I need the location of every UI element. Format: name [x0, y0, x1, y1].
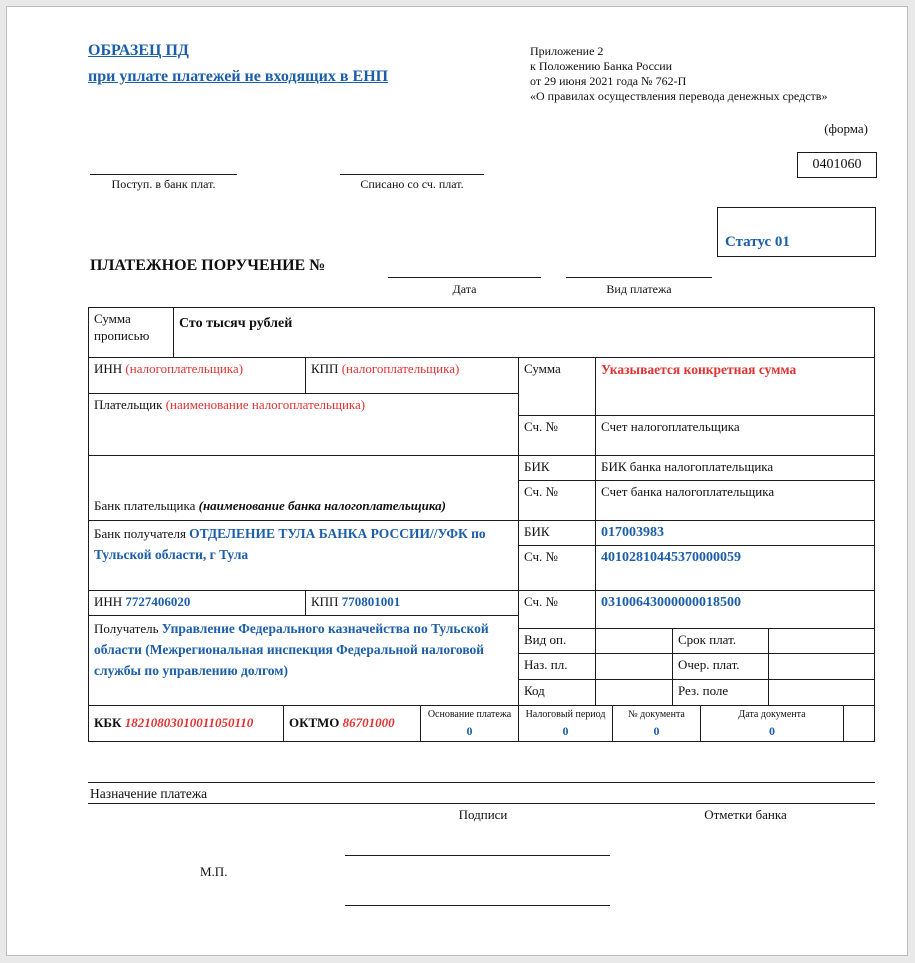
- oktmo-value: 86701000: [342, 715, 395, 730]
- srok-plat-label-cell: [672, 628, 768, 653]
- payer-bank-cell: [88, 455, 518, 520]
- recipient-name-cell: [88, 615, 518, 705]
- debited-line: [340, 174, 484, 175]
- ocher-plat-label: Очер. плат.: [678, 657, 740, 672]
- account-label: Сч. №: [524, 419, 558, 434]
- bik-label: БИК: [524, 459, 550, 474]
- kbk-cell: [88, 705, 283, 742]
- doc-date-label: Дата документа: [738, 709, 806, 720]
- regulation-reference: [530, 44, 880, 104]
- payer-bank-hint: (наименование банка налогоплательщика): [198, 498, 446, 514]
- kod-label: Код: [524, 683, 545, 698]
- recipient-kpp-label: КПП: [311, 594, 339, 609]
- signatures-line: [88, 803, 875, 804]
- status-box: [717, 207, 876, 257]
- naz-pl-label: Наз. пл.: [524, 657, 568, 672]
- payer-account-hint: Счет налогоплательщика: [601, 419, 740, 434]
- sample-heading: [88, 42, 518, 86]
- naz-pl-value-box: [595, 653, 672, 679]
- recipient-bank-cell: [88, 520, 518, 590]
- payment-kind-field-line: [566, 277, 712, 278]
- amount-words-label-cell: [88, 307, 173, 357]
- tax-period-value: 0: [562, 724, 569, 738]
- amount-words-value-cell: [173, 307, 875, 357]
- recipient-account-value: 03100643000000018500: [601, 595, 741, 610]
- recipient-inn-label: ИНН: [94, 594, 123, 609]
- payer-inn-hint: (налогоплательщика): [125, 361, 244, 376]
- rez-pole-value-box: [768, 679, 875, 705]
- bik-label: БИК: [524, 524, 550, 539]
- recipient-name-value: Управление Федерального казначейства по Тульской области (Межрегиональная инспекция Федеральной налоговой службы по управлению долгом): [94, 621, 489, 678]
- received-label: Поступ. в банк плат.: [111, 177, 216, 191]
- recipient-kpp-value: 770801001: [341, 594, 401, 609]
- debited-label: Списано со сч. плат.: [360, 177, 464, 191]
- kod-value-box: [595, 679, 672, 705]
- form-code: 0401060: [812, 157, 862, 172]
- vid-op-value-box: [595, 628, 672, 653]
- signature-line-1: [345, 855, 610, 856]
- sum-label-cell: [518, 357, 595, 415]
- purpose-line: [88, 782, 875, 783]
- account-label: Сч. №: [524, 549, 558, 564]
- payer-bank-bik-value-cell: [595, 455, 875, 480]
- payer-inn-cell: [88, 357, 305, 393]
- payment-type-value-box: [843, 705, 875, 742]
- status-label: Статус 01: [725, 234, 790, 250]
- stamp-label: М.П.: [200, 864, 228, 879]
- srok-plat-value-box: [768, 628, 875, 653]
- recipient-bank-label: Банк получателя: [94, 526, 186, 541]
- purpose-label: Назначение платежа: [90, 786, 208, 801]
- sample-heading-line2: при уплате платежей не входящих в ЕНП: [88, 68, 389, 85]
- date-field-line: [388, 277, 541, 278]
- recipient-bank-value: ОТДЕЛЕНИЕ ТУЛА БАНКА РОССИИ//УФК по Тульской области, г Тула: [94, 526, 486, 562]
- kbk-value: 18210803010011050110: [124, 715, 254, 730]
- ocher-plat-label-cell: [672, 653, 768, 679]
- doc-title: ПЛАТЕЖНОЕ ПОРУЧЕНИЕ №: [90, 257, 326, 274]
- payer-bank-bik-label-cell: [518, 455, 595, 480]
- recipient-bank-account-value: 40102810445370000059: [601, 550, 741, 565]
- form-code-box: [797, 152, 877, 178]
- tax-period-cell: [518, 705, 612, 742]
- account-label: Сч. №: [524, 484, 558, 499]
- amount-words-label: Сумма прописью: [94, 311, 150, 343]
- recipient-kpp-cell: [305, 590, 518, 615]
- payer-bank-account-label-cell: [518, 480, 595, 520]
- doc-date-value: 0: [769, 724, 775, 738]
- recipient-bik-value: 017003983: [601, 525, 664, 540]
- regulation-line-2: к Положению Банка России: [530, 59, 673, 73]
- recipient-account-value-cell: [595, 590, 875, 628]
- payer-name-label: Плательщик: [94, 397, 163, 412]
- payer-inn-label: ИНН: [94, 361, 123, 376]
- regulation-line-1: Приложение 2: [530, 44, 604, 58]
- recipient-inn-value: 7727406020: [125, 594, 191, 609]
- sum-value: Указывается конкретная сумма: [601, 362, 797, 377]
- doc-number-value: 0: [653, 724, 660, 738]
- tax-period-label: Налоговый период: [525, 709, 606, 720]
- sample-heading-line1: ОБРАЗЕЦ ПД: [88, 42, 189, 59]
- recipient-bank-account-label-cell: [518, 545, 595, 590]
- payment-basis-value: 0: [466, 724, 473, 738]
- sum-value-cell: [595, 357, 875, 415]
- payer-bank-text: [94, 498, 446, 515]
- payer-bank-label: Банк плательщика: [94, 498, 196, 514]
- sum-label: Сумма: [524, 361, 561, 376]
- vid-op-label: Вид оп.: [524, 632, 567, 647]
- payment-basis-label: Основание платежа: [427, 709, 512, 720]
- rez-pole-label-cell: [672, 679, 768, 705]
- payment-kind-label: Вид платежа: [606, 282, 672, 296]
- oktmo-label: ОКТМО: [289, 715, 340, 730]
- regulation-line-4: «О правилах осуществления перевода денежных средств»: [530, 89, 828, 103]
- kbk-label: КБК: [94, 715, 122, 730]
- account-label: Сч. №: [524, 594, 558, 609]
- payment-basis-cell: [420, 705, 518, 742]
- regulation-line-3: от 29 июня 2021 года № 762-П: [530, 74, 687, 88]
- recipient-account-label-cell: [518, 590, 595, 628]
- doc-date-cell: [700, 705, 843, 742]
- payer-name-cell: [88, 393, 518, 455]
- srok-plat-label: Срок плат.: [678, 632, 737, 647]
- naz-pl-label-cell: [518, 653, 595, 679]
- doc-number-label: № документа: [628, 709, 685, 720]
- payer-account-label-cell: [518, 415, 595, 455]
- amount-words-value: Сто тысяч рублей: [179, 316, 293, 331]
- signature-line-2: [345, 905, 610, 906]
- recipient-name-label: Получатель: [94, 621, 159, 636]
- recipient-inn-cell: [88, 590, 305, 615]
- date-label: Дата: [452, 282, 477, 296]
- vid-op-label-cell: [518, 628, 595, 653]
- oktmo-cell: [283, 705, 420, 742]
- recipient-bik-label-cell: [518, 520, 595, 545]
- payer-account-value-cell: [595, 415, 875, 455]
- payer-name-hint: (наименование налогоплательщика): [165, 397, 366, 412]
- payer-kpp-cell: [305, 357, 518, 393]
- payer-kpp-hint: (налогоплательщика): [341, 361, 460, 376]
- payer-bank-account-value-cell: [595, 480, 875, 520]
- payer-bank-bik-hint: БИК банка налогоплательщика: [601, 459, 774, 474]
- recipient-bik-value-cell: [595, 520, 875, 545]
- recipient-bank-account-value-cell: [595, 545, 875, 590]
- payer-kpp-label: КПП: [311, 361, 339, 376]
- received-line: [90, 174, 237, 175]
- doc-number-cell: [612, 705, 700, 742]
- signatures-label: Подписи: [458, 807, 508, 822]
- forma-label: (форма): [824, 121, 868, 136]
- rez-pole-label: Рез. поле: [678, 683, 729, 698]
- kod-label-cell: [518, 679, 595, 705]
- ocher-plat-value-box: [768, 653, 875, 679]
- bank-marks-label: Отметки банка: [704, 807, 787, 822]
- payer-bank-account-hint: Счет банка налогоплательщика: [601, 484, 775, 499]
